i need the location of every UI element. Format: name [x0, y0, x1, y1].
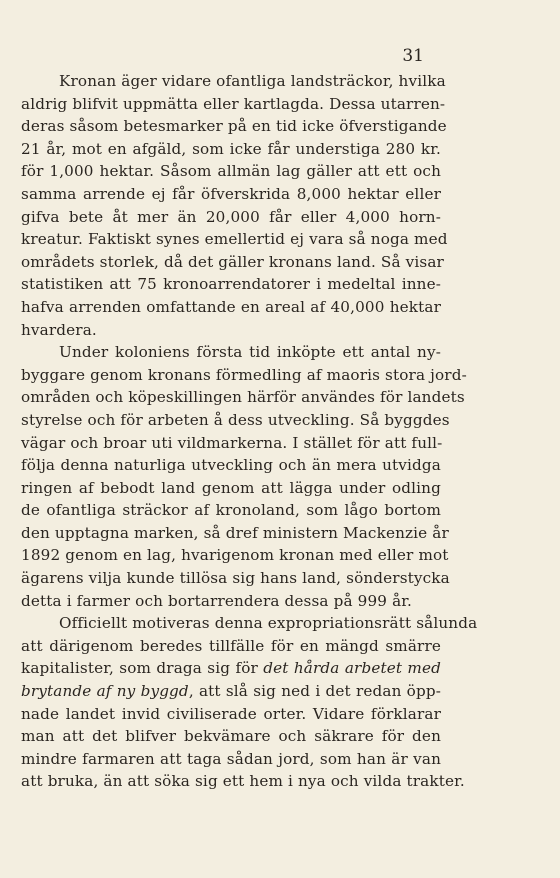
text-line: ägarens vilja kunde tillösa sig hans land, sönderstycka: [21, 569, 450, 588]
text-line: för 1,000 hektar. Såsom allmän lag gäller att ett och: [21, 162, 441, 181]
text-line: 1892 genom en lag, hvarigenom kronan med eller mot: [21, 546, 449, 565]
body-text: [21, 70, 478, 793]
text-line: detta i farmer och bortarrendera dessa på 999 år.: [21, 591, 413, 610]
text-line: vägar och broar uti vildmarkerna. I stället för att full-: [21, 433, 443, 452]
text-line: den upptagna marken, så dref ministern Mackenzie år: [21, 523, 449, 542]
text-line: de ofantliga sträckor af kronoland, som lågo bortom: [21, 501, 441, 520]
text-line: kapitalister, som draga sig för det hårda arbetet med: [21, 659, 441, 678]
text-line: kreatur. Faktiskt synes emellertid ej vara så noga med: [21, 230, 448, 249]
text-line: deras såsom betesmarker på en tid icke öfverstigande: [21, 117, 447, 136]
text-line: följa denna naturliga utveckling och än mera utvidga: [21, 456, 441, 475]
text-line: områden och köpeskillingen härför användes för landets: [21, 388, 465, 407]
text-line: hvardera.: [21, 320, 97, 339]
text-line: Under koloniens första tid inköpte ett antal ny-: [59, 343, 441, 362]
text-line: byggare genom kronans förmedling af maoris stora jord-: [21, 365, 467, 384]
text-line: 21 år, mot en afgäld, som icke får understiga 280 kr.: [21, 139, 441, 158]
text-line: samma arrende ej får öfverskrida 8,000 hektar eller: [21, 184, 441, 203]
text-line: områdets storlek, då det gäller kronans land. Så visar: [21, 252, 444, 271]
page-number: 31: [402, 46, 424, 66]
text-line: att därigenom beredes tillfälle för en mängd smärre: [21, 636, 441, 655]
text-line: nade landet invid civiliserade orter. Vidare förklarar: [21, 704, 441, 723]
text-line: ringen af bebodt land genom att lägga under odling: [21, 478, 441, 497]
text-line: aldrig blifvit uppmätta eller kartlagda. Dessa utarren-: [21, 94, 446, 113]
text-line: Kronan äger vidare ofantliga landsträckor, hvilka: [59, 72, 446, 90]
text-line: brytande af ny byggd, att slå sig ned i det redan öpp-: [21, 682, 442, 701]
text-line: att bruka, än att söka sig ett hem i nya och vilda trakter.: [21, 772, 465, 791]
text-line: gifva bete åt mer än 20,000 får eller 4,000 horn-: [21, 207, 441, 226]
text-line: hafva arrenden omfattande en areal af 40,000 hektar: [21, 297, 441, 316]
text-line: statistiken att 75 kronoarrendatorer i medeltal inne-: [21, 275, 441, 294]
text-line: man att det blifver bekvämare och säkrare för den: [21, 727, 441, 746]
text-line: Officiellt motiveras denna expropriationsrätt sålunda: [59, 614, 478, 633]
text-line: styrelse och för arbeten å dess utveckling. Så byggdes: [21, 410, 450, 429]
text-line: mindre farmaren att taga sådan jord, som han är van: [21, 749, 441, 768]
